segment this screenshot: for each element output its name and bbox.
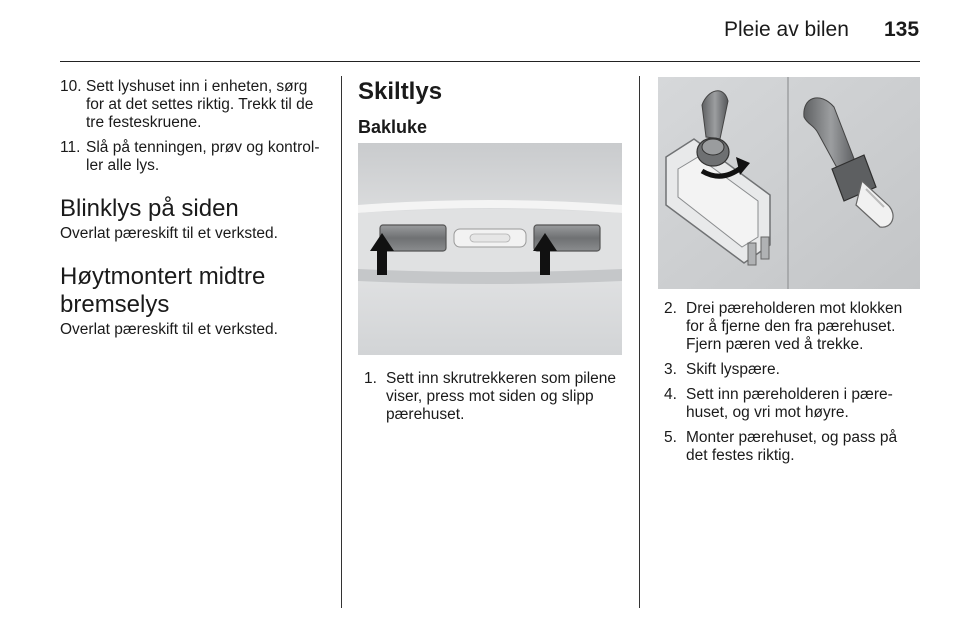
step-text: Sett lyshuset inn i enheten, sørg for at det settes riktig. Trekk til de tre festeskruene.: [86, 78, 314, 131]
column-1: [60, 78, 328, 339]
step-list: [658, 300, 920, 465]
step-number: 10.: [60, 78, 82, 95]
step-text: Drei pæreholderen mot klokken for å fjerne den fra pærehuset. Fjern pæren ved å trekke.: [686, 300, 903, 353]
header-rule: [60, 61, 920, 62]
step-number: 5.: [664, 429, 677, 446]
step-list: [60, 78, 328, 175]
step-text: Sett inn skrutrekkeren som pilene viser, press mot siden og slipp pærehuset.: [386, 370, 617, 423]
section-heading: Høytmontert midtre bremselys: [60, 263, 266, 318]
column-2: [358, 78, 622, 138]
page-header-title: Pleie av bilen: [724, 18, 849, 41]
step-item: [358, 370, 622, 424]
bulb-holder-figure: [658, 77, 920, 289]
step-item: [658, 300, 920, 354]
step-text: Monter pærehuset, og pass på det festes riktig.: [686, 429, 898, 464]
step-number: 2.: [664, 300, 677, 317]
step-text: Sett inn pæreholderen i pære-huset, og vri mot høyre.: [686, 386, 893, 421]
step-number: 3.: [664, 361, 677, 378]
section-text: Overlat pæreskift til et verksted.: [60, 321, 278, 338]
step-list: [358, 370, 622, 424]
section-heading: Blinklys på siden: [60, 195, 239, 222]
subsection-heading: Bakluke: [358, 117, 428, 137]
column-3-steps: [658, 300, 920, 472]
tailgate-license-light-figure: [358, 143, 622, 355]
step-number: 4.: [664, 386, 677, 403]
step-number: 11.: [60, 139, 81, 156]
tailgate-illustration: [358, 143, 622, 355]
page-number: 135: [884, 18, 920, 41]
section-heading: Skiltlys: [358, 78, 443, 105]
section-brake-light: [60, 263, 328, 339]
step-item: [658, 361, 920, 379]
column-2-steps: [358, 370, 622, 431]
step-item: [60, 78, 328, 132]
column-divider-right: [639, 76, 640, 608]
step-number: 1.: [364, 370, 377, 387]
step-text: Skift lyspære.: [686, 361, 780, 378]
step-item: [658, 429, 920, 465]
section-side-indicators: [60, 195, 328, 243]
step-item: [658, 386, 920, 422]
step-item: [60, 139, 328, 175]
section-text: Overlat pæreskift til et verksted.: [60, 225, 278, 242]
column-divider-left: [341, 76, 342, 608]
step-text: Slå på tenningen, prøv og kontrol-ler alle lys.: [86, 139, 320, 174]
bulb-holder-illustration: [658, 77, 920, 289]
